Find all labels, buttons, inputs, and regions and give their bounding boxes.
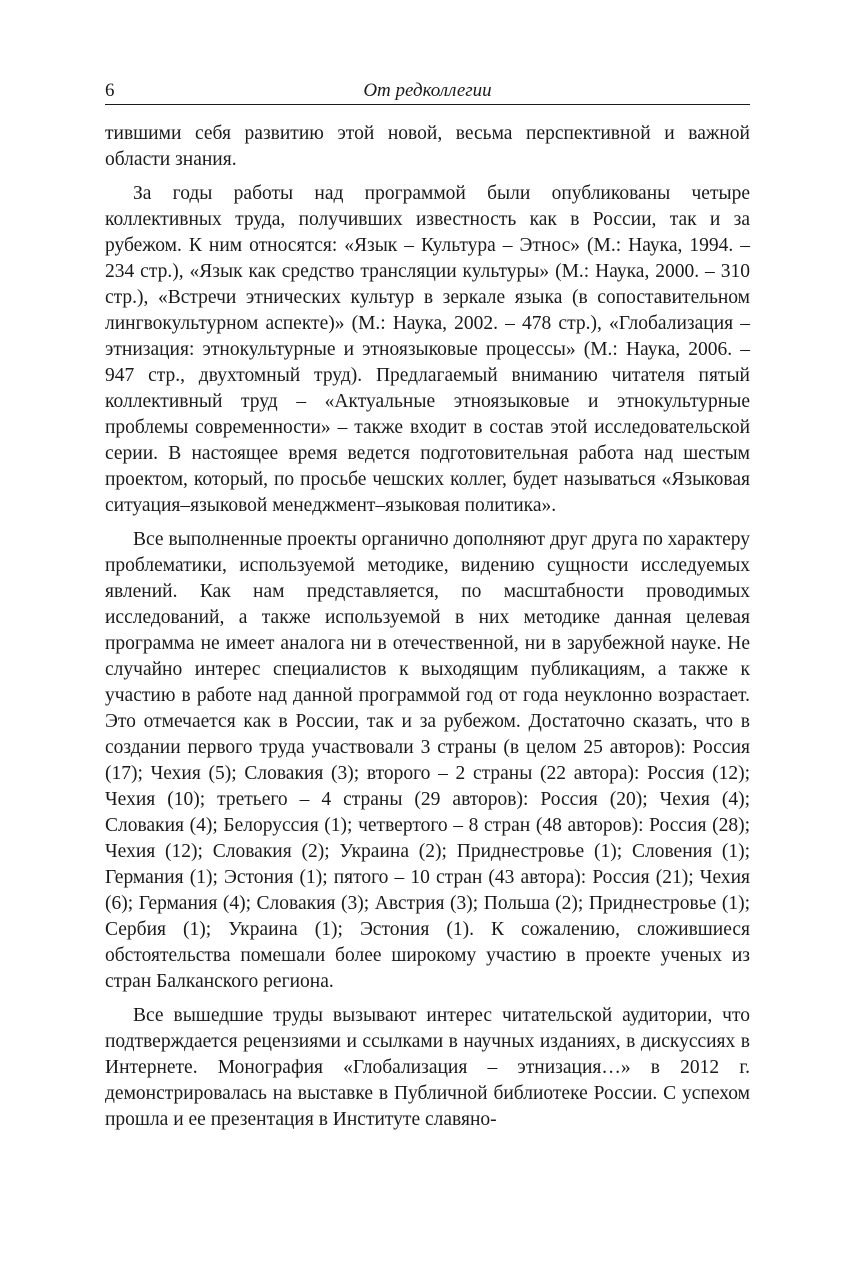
book-page xyxy=(105,78,750,1133)
page-number: 6 xyxy=(105,80,115,101)
paragraph-projects: Все выполненные проекты органично дополняют друг друга по характеру проблематики, используемой методике, видению сущности исследуемых явлений. Как нам представляется, по масштабности проводимых исследований, а также используемой в них методике данная целевая программа не имеет аналога ни в отечественной, ни в зарубежной науке. Не случайно интерес специалистов к выходящим публикациям, а также к участию в работе над данной программой год от года неуклонно возрастает. Это отмечается как в России, так и за рубежом. Достаточно сказать, что в создании первого труда участвовали 3 страны (в целом 25 авторов): Россия (17); Чехия (5); Словакия (3); второго – 2 страны (22 автора): Россия (12); Чехия (10); третьего – 4 страны (29 авторов): Россия (20); Чехия (4); Словакия (4); Белоруссия (1); четвертого – 8 стран (48 авторов): Россия (28); Чехия (12); Словакия (2); Украина (2); Приднестровье (1); Словения (1); Германия (1); Эстония (1); пятого – 10 стран (43 автора): Россия (21); Чехия (6); Германия (4); Словакия (3); Австрия (3); Польша (2); Приднестровье (1); Сербия (1); Украина (1); Эстония (1). К сожалению, сложившиеся обстоятельства помешали более широкому участию в проекте ученых из стран Балканского региона. xyxy=(105,529,750,992)
paragraph-reception: Все вышедшие труды вызывают интерес читательской аудитории, что подтверждается рецензиями и ссылками в научных изданиях, в дискуссиях в Интернете. Монография «Глобализация – этнизация…» в 2012 г. демонстрировалась на выставке в Публичной библиотеке России. С успехом прошла и ее презентация в Институте славяно- xyxy=(105,1005,750,1130)
body-text xyxy=(105,121,750,1133)
running-head xyxy=(105,78,750,105)
paragraph-publications: За годы работы над программой были опубликованы четыре коллективных труда, получивших известность как в России, так и за рубежом. К ним относятся: «Язык – Культура – Этнос» (М.: Наука, 1994. – 234 стр.), «Язык как средство трансляции культуры» (М.: Наука, 2000. – 310 стр.), «Встречи этнических культур в зеркале языка (в сопоставительном лингвокультурном аспекте)» (М.: Наука, 2002. – 478 стр.), «Глобализация – этнизация: этнокультурные и этноязыковые процессы» (М.: Наука, 2006. – 947 стр., двухтомный труд). Предлагаемый вниманию читателя пятый коллективный труд – «Актуальные этноязыковые и этнокультурные проблемы современности» – также входит в состав этой исследовательской серии. В настоящее время ведется подготовительная работа над шестым проектом, который, по просьбе чешских коллег, будет называться «Языковая ситуация–языковой менеджмент–языковая политика». xyxy=(105,183,750,516)
section-title: От редколлегии xyxy=(363,80,492,101)
paragraph-continuation: тившими себя развитию этой новой, весьма перспективной и важной области знания. xyxy=(105,123,750,170)
